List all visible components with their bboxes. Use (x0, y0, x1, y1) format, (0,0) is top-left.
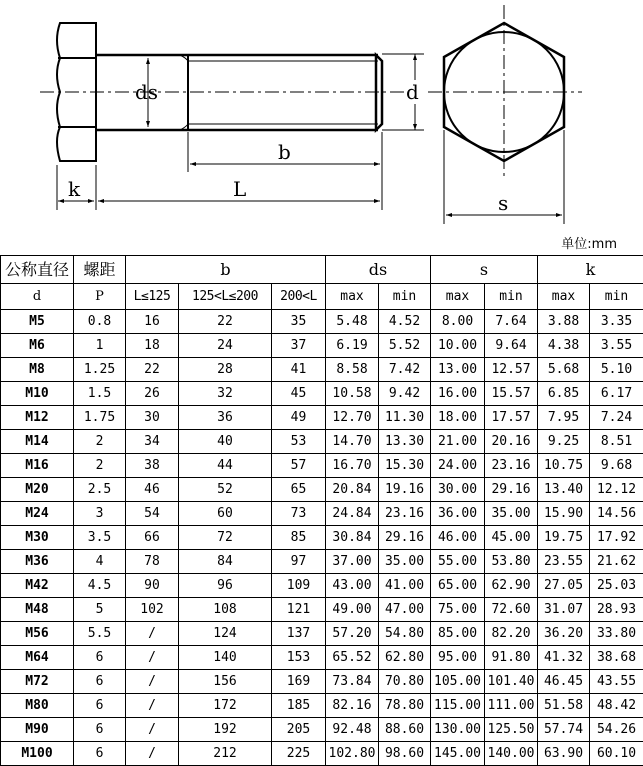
cell-k-min: 7.24 (590, 406, 643, 430)
cell-size: M24 (1, 502, 74, 526)
label-b: b (278, 140, 291, 164)
table-row (1, 478, 643, 502)
cell-b-l125: / (126, 646, 179, 670)
cell-s-max: 65.00 (431, 574, 485, 598)
cell-pitch: 2.5 (74, 478, 126, 502)
cell-k-min: 25.03 (590, 574, 643, 598)
cell-k-max: 57.74 (538, 718, 590, 742)
cell-size: M10 (1, 382, 74, 406)
cell-s-max: 18.00 (431, 406, 485, 430)
cell-ds-max: 24.84 (326, 502, 379, 526)
cell-s-min: 62.90 (485, 574, 538, 598)
cell-size: M16 (1, 454, 74, 478)
cell-b-l200: 49 (272, 406, 326, 430)
cell-pitch: 1.5 (74, 382, 126, 406)
cell-b-l125: / (126, 622, 179, 646)
cell-b-l125: 66 (126, 526, 179, 550)
cell-b-l125-200: 40 (179, 430, 272, 454)
cell-s-min: 7.64 (485, 310, 538, 334)
cell-ds-min: 41.00 (379, 574, 431, 598)
label-s: s (498, 191, 509, 215)
cell-ds-min: 88.60 (379, 718, 431, 742)
cell-size: M72 (1, 670, 74, 694)
cell-k-min: 8.51 (590, 430, 643, 454)
header-k: k (538, 256, 643, 284)
cell-k-max: 63.90 (538, 742, 590, 766)
cell-ds-min: 4.52 (379, 310, 431, 334)
table-row (1, 646, 643, 670)
header-b-l125: L≤125 (126, 284, 179, 310)
cell-ds-min: 78.80 (379, 694, 431, 718)
cell-b-l125-200: 28 (179, 358, 272, 382)
cell-s-max: 95.00 (431, 646, 485, 670)
label-L: L (233, 177, 247, 201)
cell-ds-min: 19.16 (379, 478, 431, 502)
cell-ds-min: 62.80 (379, 646, 431, 670)
cell-b-l125: 78 (126, 550, 179, 574)
cell-b-l200: 97 (272, 550, 326, 574)
cell-pitch: 6 (74, 694, 126, 718)
cell-k-max: 5.68 (538, 358, 590, 382)
cell-k-min: 60.10 (590, 742, 643, 766)
cell-b-l125-200: 192 (179, 718, 272, 742)
table-row (1, 382, 643, 406)
cell-k-max: 13.40 (538, 478, 590, 502)
cell-b-l200: 53 (272, 430, 326, 454)
cell-b-l200: 45 (272, 382, 326, 406)
bolt-drawing (0, 0, 643, 255)
cell-s-max: 130.00 (431, 718, 485, 742)
unit-label: 单位:mm (561, 237, 617, 252)
cell-b-l125-200: 108 (179, 598, 272, 622)
cell-pitch: 6 (74, 718, 126, 742)
cell-s-max: 75.00 (431, 598, 485, 622)
cell-b-l125: 18 (126, 334, 179, 358)
cell-ds-min: 23.16 (379, 502, 431, 526)
cell-s-min: 101.40 (485, 670, 538, 694)
header-b: b (126, 256, 326, 284)
cell-k-max: 23.55 (538, 550, 590, 574)
cell-ds-max: 57.20 (326, 622, 379, 646)
cell-pitch: 2 (74, 430, 126, 454)
cell-ds-min: 54.80 (379, 622, 431, 646)
cell-k-max: 4.38 (538, 334, 590, 358)
header-k-min: min (590, 284, 643, 310)
cell-pitch: 2 (74, 454, 126, 478)
cell-ds-min: 29.16 (379, 526, 431, 550)
cell-b-l125: 22 (126, 358, 179, 382)
cell-s-min: 82.20 (485, 622, 538, 646)
cell-size: M8 (1, 358, 74, 382)
cell-pitch: 6 (74, 742, 126, 766)
cell-k-max: 41.32 (538, 646, 590, 670)
cell-k-min: 3.35 (590, 310, 643, 334)
cell-s-min: 45.00 (485, 526, 538, 550)
cell-b-l125-200: 140 (179, 646, 272, 670)
cell-s-max: 24.00 (431, 454, 485, 478)
table-row (1, 622, 643, 646)
cell-size: M42 (1, 574, 74, 598)
header-s-max: max (431, 284, 485, 310)
cell-size: M90 (1, 718, 74, 742)
cell-s-max: 13.00 (431, 358, 485, 382)
cell-size: M5 (1, 310, 74, 334)
cell-ds-min: 13.30 (379, 430, 431, 454)
cell-size: M14 (1, 430, 74, 454)
cell-b-l125: / (126, 742, 179, 766)
cell-b-l125: / (126, 670, 179, 694)
table-row (1, 598, 643, 622)
cell-ds-min: 11.30 (379, 406, 431, 430)
table-row (1, 406, 643, 430)
cell-k-min: 21.62 (590, 550, 643, 574)
cell-b-l200: 57 (272, 454, 326, 478)
header-row-2 (1, 284, 643, 310)
cell-k-max: 7.95 (538, 406, 590, 430)
cell-k-min: 17.92 (590, 526, 643, 550)
cell-ds-max: 10.58 (326, 382, 379, 406)
cell-size: M30 (1, 526, 74, 550)
cell-b-l125-200: 124 (179, 622, 272, 646)
cell-k-max: 31.07 (538, 598, 590, 622)
cell-ds-min: 15.30 (379, 454, 431, 478)
cell-k-min: 5.10 (590, 358, 643, 382)
cell-k-min: 3.55 (590, 334, 643, 358)
cell-ds-max: 6.19 (326, 334, 379, 358)
table-row (1, 430, 643, 454)
cell-b-l200: 121 (272, 598, 326, 622)
cell-s-min: 15.57 (485, 382, 538, 406)
header-ds: ds (326, 256, 431, 284)
cell-s-max: 16.00 (431, 382, 485, 406)
cell-ds-min: 70.80 (379, 670, 431, 694)
cell-s-max: 21.00 (431, 430, 485, 454)
hex-bolt-diagram-icon (0, 0, 643, 255)
cell-ds-min: 9.42 (379, 382, 431, 406)
cell-s-min: 140.00 (485, 742, 538, 766)
cell-k-max: 46.45 (538, 670, 590, 694)
cell-pitch: 4 (74, 550, 126, 574)
cell-ds-max: 82.16 (326, 694, 379, 718)
cell-b-l200: 65 (272, 478, 326, 502)
cell-ds-max: 49.00 (326, 598, 379, 622)
cell-ds-max: 16.70 (326, 454, 379, 478)
header-row-1 (1, 256, 643, 284)
cell-b-l125: 46 (126, 478, 179, 502)
cell-k-max: 19.75 (538, 526, 590, 550)
table-row (1, 670, 643, 694)
cell-pitch: 5.5 (74, 622, 126, 646)
cell-size: M80 (1, 694, 74, 718)
cell-k-max: 3.88 (538, 310, 590, 334)
cell-size: M36 (1, 550, 74, 574)
header-d-symbol: d (1, 284, 74, 310)
cell-ds-min: 7.42 (379, 358, 431, 382)
cell-ds-max: 102.80 (326, 742, 379, 766)
cell-b-l125: 102 (126, 598, 179, 622)
cell-b-l125: 34 (126, 430, 179, 454)
cell-ds-min: 5.52 (379, 334, 431, 358)
table-row (1, 454, 643, 478)
header-s: s (431, 256, 538, 284)
cell-s-max: 105.00 (431, 670, 485, 694)
cell-size: M12 (1, 406, 74, 430)
table-row (1, 694, 643, 718)
cell-k-max: 6.85 (538, 382, 590, 406)
cell-b-l200: 137 (272, 622, 326, 646)
table-row (1, 550, 643, 574)
cell-pitch: 4.5 (74, 574, 126, 598)
cell-pitch: 0.8 (74, 310, 126, 334)
cell-s-min: 12.57 (485, 358, 538, 382)
cell-k-min: 28.93 (590, 598, 643, 622)
header-b-l125-200: 125<L≤200 (179, 284, 272, 310)
cell-size: M100 (1, 742, 74, 766)
header-pitch: 螺距 (74, 256, 126, 284)
cell-b-l125: 26 (126, 382, 179, 406)
cell-b-l125-200: 96 (179, 574, 272, 598)
cell-pitch: 6 (74, 646, 126, 670)
header-s-min: min (485, 284, 538, 310)
cell-b-l125-200: 72 (179, 526, 272, 550)
cell-ds-max: 8.58 (326, 358, 379, 382)
cell-pitch: 1.25 (74, 358, 126, 382)
cell-s-max: 46.00 (431, 526, 485, 550)
cell-k-max: 10.75 (538, 454, 590, 478)
cell-b-l200: 85 (272, 526, 326, 550)
cell-ds-min: 47.00 (379, 598, 431, 622)
cell-s-max: 145.00 (431, 742, 485, 766)
cell-pitch: 5 (74, 598, 126, 622)
header-ds-max: max (326, 284, 379, 310)
cell-b-l200: 35 (272, 310, 326, 334)
cell-ds-max: 92.48 (326, 718, 379, 742)
cell-k-min: 12.12 (590, 478, 643, 502)
cell-b-l125: 54 (126, 502, 179, 526)
cell-b-l125-200: 22 (179, 310, 272, 334)
cell-k-min: 38.68 (590, 646, 643, 670)
table-row (1, 358, 643, 382)
header-k-max: max (538, 284, 590, 310)
table-row (1, 502, 643, 526)
cell-ds-min: 98.60 (379, 742, 431, 766)
cell-b-l200: 205 (272, 718, 326, 742)
header-ds-min: min (379, 284, 431, 310)
cell-b-l200: 73 (272, 502, 326, 526)
cell-s-max: 55.00 (431, 550, 485, 574)
bolt-spec-table (0, 255, 643, 766)
header-nominal-diameter: 公称直径 (1, 256, 74, 284)
header-b-l200: 200<L (272, 284, 326, 310)
header-p-symbol: P (74, 284, 126, 310)
cell-pitch: 1.75 (74, 406, 126, 430)
cell-b-l125-200: 212 (179, 742, 272, 766)
cell-b-l125-200: 172 (179, 694, 272, 718)
table-row (1, 718, 643, 742)
cell-s-min: 53.80 (485, 550, 538, 574)
cell-ds-max: 5.48 (326, 310, 379, 334)
cell-b-l125-200: 24 (179, 334, 272, 358)
cell-b-l200: 37 (272, 334, 326, 358)
cell-ds-max: 65.52 (326, 646, 379, 670)
cell-ds-max: 14.70 (326, 430, 379, 454)
cell-s-min: 125.50 (485, 718, 538, 742)
label-k: k (68, 177, 81, 201)
cell-b-l125-200: 84 (179, 550, 272, 574)
cell-b-l200: 153 (272, 646, 326, 670)
cell-s-min: 20.16 (485, 430, 538, 454)
cell-k-min: 14.56 (590, 502, 643, 526)
cell-ds-max: 73.84 (326, 670, 379, 694)
cell-s-max: 30.00 (431, 478, 485, 502)
cell-b-l200: 169 (272, 670, 326, 694)
cell-size: M56 (1, 622, 74, 646)
cell-s-min: 72.60 (485, 598, 538, 622)
cell-s-min: 91.80 (485, 646, 538, 670)
cell-b-l200: 225 (272, 742, 326, 766)
cell-b-l125: 16 (126, 310, 179, 334)
cell-ds-max: 43.00 (326, 574, 379, 598)
cell-s-max: 36.00 (431, 502, 485, 526)
table-row (1, 334, 643, 358)
cell-ds-max: 30.84 (326, 526, 379, 550)
cell-ds-max: 37.00 (326, 550, 379, 574)
table-row (1, 526, 643, 550)
cell-b-l125-200: 44 (179, 454, 272, 478)
cell-b-l125-200: 60 (179, 502, 272, 526)
table-row (1, 310, 643, 334)
cell-s-max: 115.00 (431, 694, 485, 718)
cell-k-min: 54.26 (590, 718, 643, 742)
cell-b-l125: 30 (126, 406, 179, 430)
cell-k-max: 15.90 (538, 502, 590, 526)
cell-ds-min: 35.00 (379, 550, 431, 574)
cell-b-l200: 109 (272, 574, 326, 598)
cell-k-max: 27.05 (538, 574, 590, 598)
cell-pitch: 1 (74, 334, 126, 358)
cell-k-min: 33.80 (590, 622, 643, 646)
cell-b-l125: / (126, 718, 179, 742)
cell-size: M48 (1, 598, 74, 622)
cell-b-l125-200: 156 (179, 670, 272, 694)
cell-b-l200: 41 (272, 358, 326, 382)
cell-ds-max: 12.70 (326, 406, 379, 430)
cell-size: M20 (1, 478, 74, 502)
cell-s-max: 85.00 (431, 622, 485, 646)
cell-s-max: 8.00 (431, 310, 485, 334)
cell-k-max: 9.25 (538, 430, 590, 454)
cell-b-l125-200: 32 (179, 382, 272, 406)
cell-ds-max: 20.84 (326, 478, 379, 502)
label-ds: ds (135, 80, 159, 104)
cell-pitch: 6 (74, 670, 126, 694)
cell-b-l125: 38 (126, 454, 179, 478)
label-d: d (406, 80, 419, 104)
cell-k-min: 9.68 (590, 454, 643, 478)
cell-k-max: 36.20 (538, 622, 590, 646)
cell-size: M6 (1, 334, 74, 358)
cell-b-l125: / (126, 694, 179, 718)
cell-pitch: 3.5 (74, 526, 126, 550)
cell-b-l125-200: 36 (179, 406, 272, 430)
cell-s-min: 9.64 (485, 334, 538, 358)
table-row (1, 574, 643, 598)
cell-s-max: 10.00 (431, 334, 485, 358)
cell-k-min: 43.55 (590, 670, 643, 694)
cell-k-min: 6.17 (590, 382, 643, 406)
cell-pitch: 3 (74, 502, 126, 526)
cell-b-l125: 90 (126, 574, 179, 598)
table-row (1, 742, 643, 766)
cell-s-min: 23.16 (485, 454, 538, 478)
cell-s-min: 35.00 (485, 502, 538, 526)
cell-k-min: 48.42 (590, 694, 643, 718)
cell-b-l125-200: 52 (179, 478, 272, 502)
cell-s-min: 29.16 (485, 478, 538, 502)
cell-b-l200: 185 (272, 694, 326, 718)
cell-size: M64 (1, 646, 74, 670)
cell-k-max: 51.58 (538, 694, 590, 718)
cell-s-min: 111.00 (485, 694, 538, 718)
cell-s-min: 17.57 (485, 406, 538, 430)
